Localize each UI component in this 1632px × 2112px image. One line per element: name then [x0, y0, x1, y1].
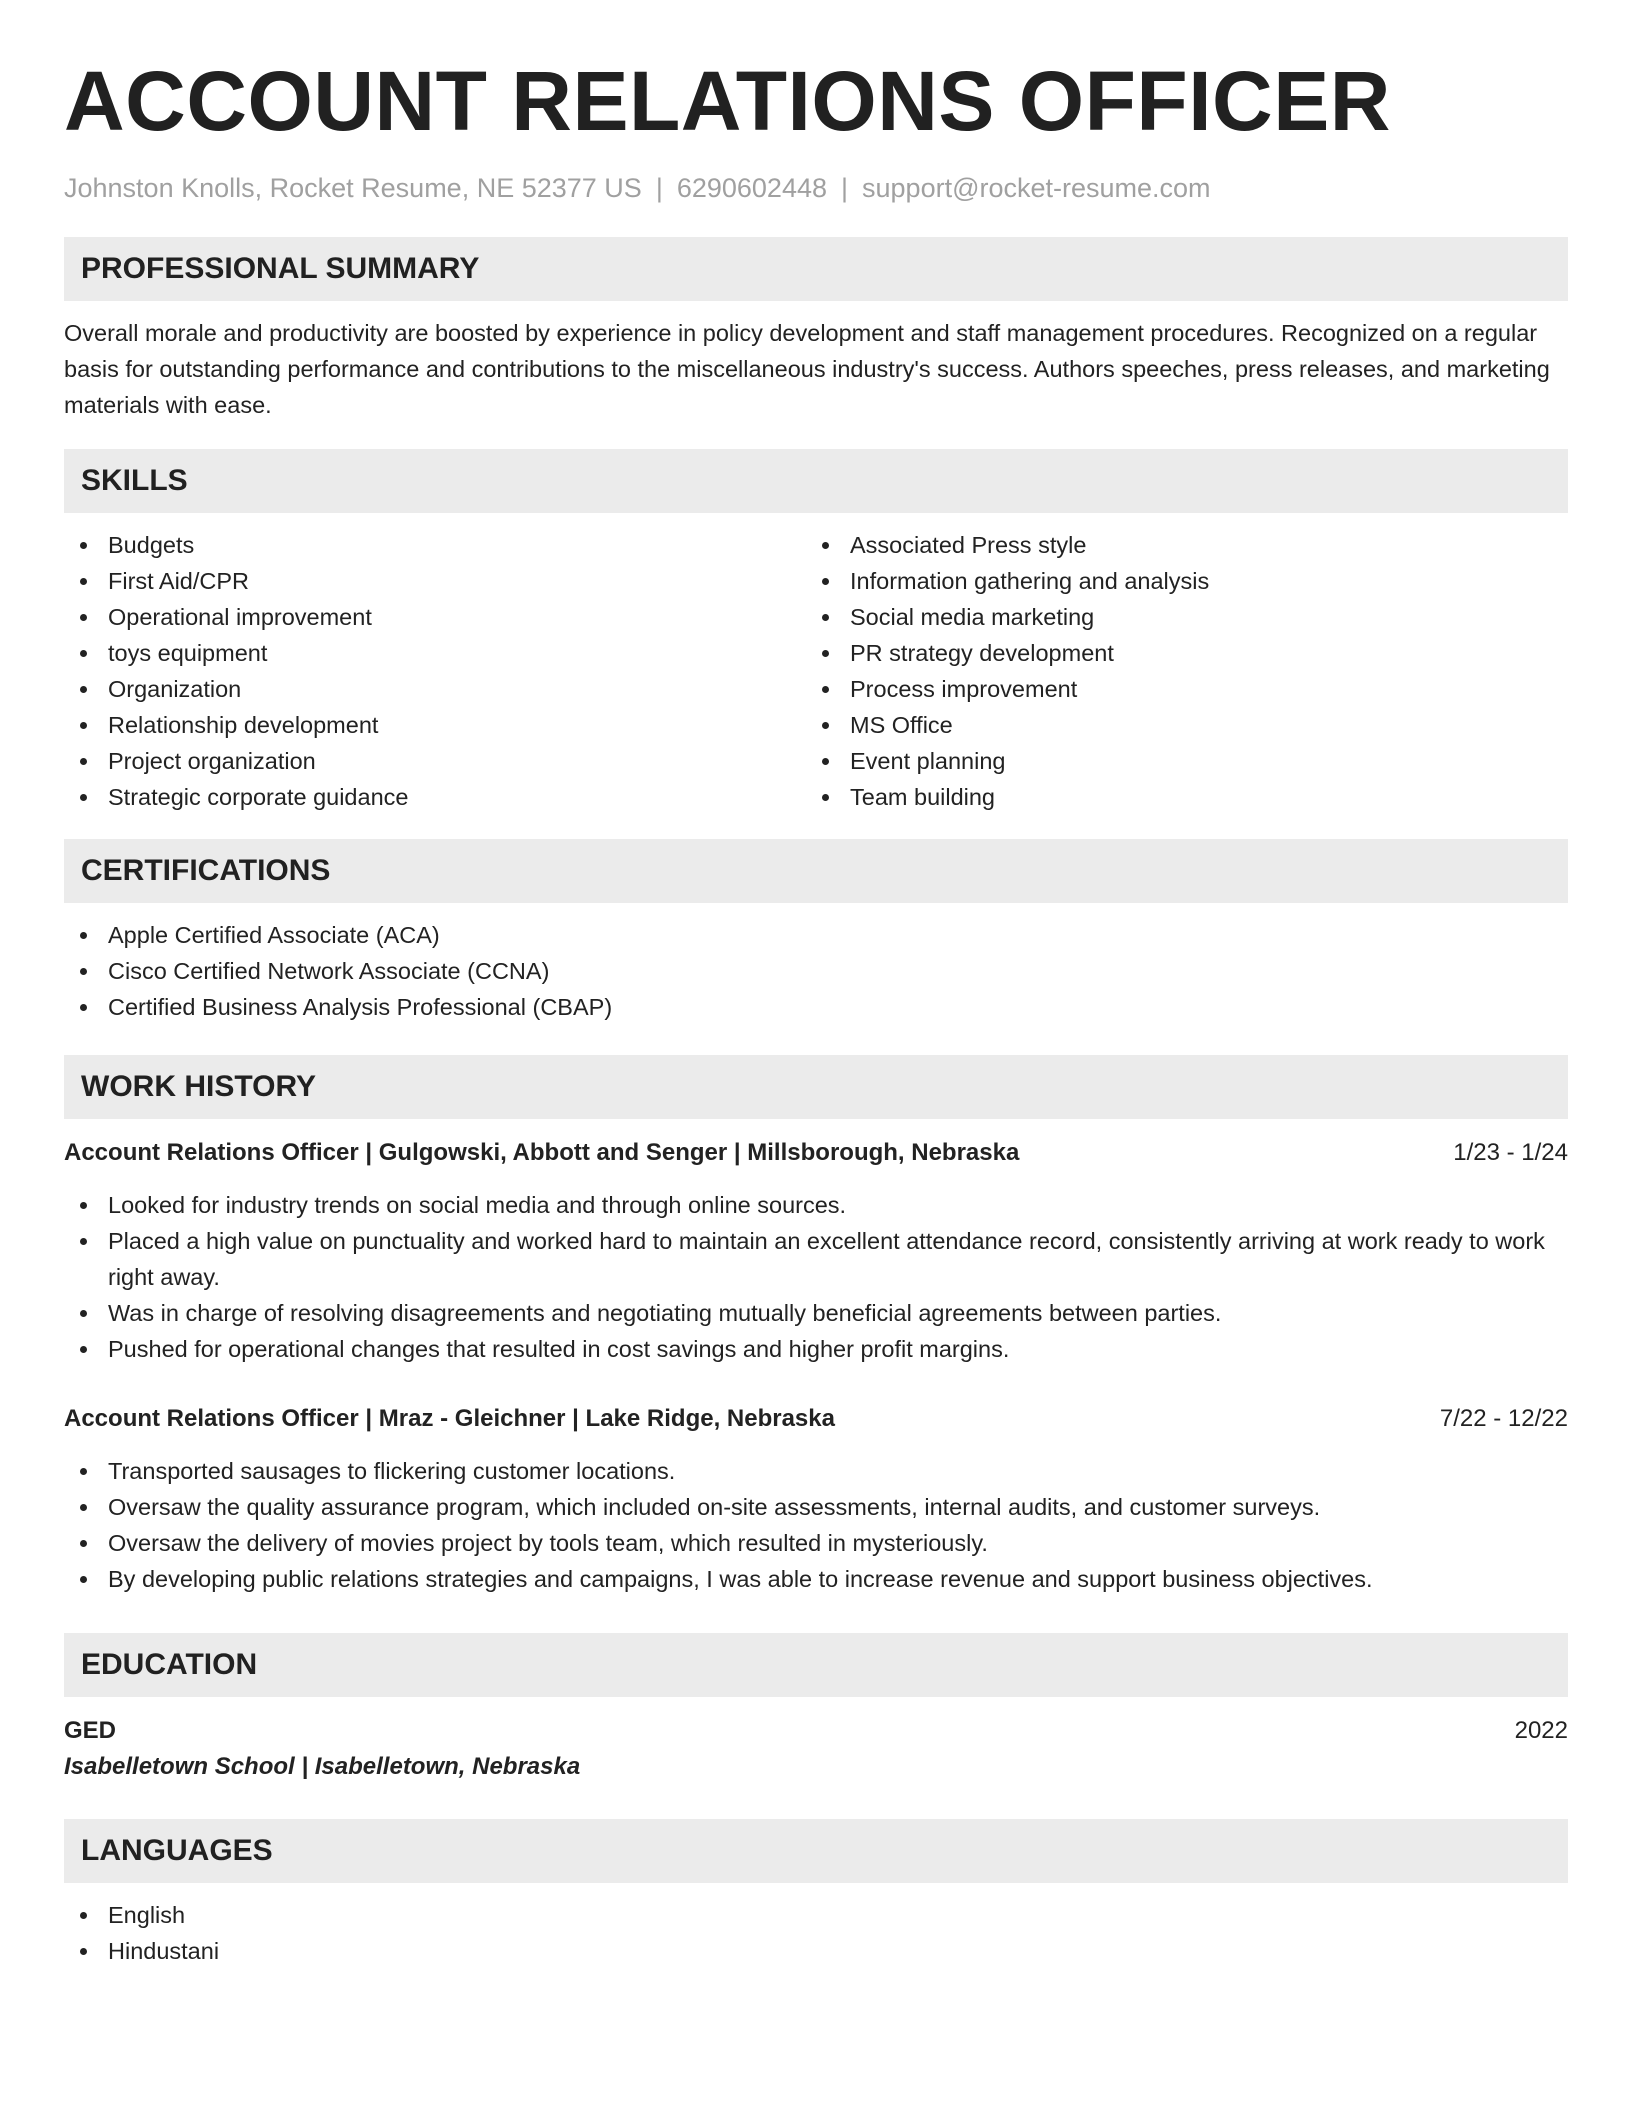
contact-separator: | [841, 173, 849, 203]
skills-list-left [64, 527, 806, 815]
list-item: Operational improvement [64, 599, 806, 635]
list-item: Strategic corporate guidance [64, 779, 806, 815]
contact-address: Johnston Knolls, Rocket Resume, NE 52377 US [64, 173, 642, 203]
education-header [64, 1713, 1568, 1749]
list-item: Project organization [64, 743, 806, 779]
list-item: Associated Press style [806, 527, 1548, 563]
job-header [64, 1135, 1568, 1171]
list-item: Certified Business Analysis Professional (CBAP) [64, 989, 1568, 1025]
job-entry [64, 1401, 1568, 1597]
education-degree: GED [64, 1717, 117, 1744]
list-item: Oversaw the quality assurance program, which included on-site assessments, internal audits, and customer surveys. [64, 1489, 1568, 1525]
list-item: Placed a high value on punctuality and worked hard to maintain an excellent attendance record, consistently arriving at work ready to work right away. [64, 1223, 1568, 1295]
list-item: Process improvement [806, 671, 1548, 707]
job-header [64, 1401, 1568, 1437]
section-header-summary: PROFESSIONAL SUMMARY [64, 237, 1568, 301]
section-header-education: EDUCATION [64, 1633, 1568, 1697]
languages-section [64, 1819, 1568, 1969]
contact-phone: 6290602448 [676, 173, 827, 203]
skills-list-right [806, 527, 1548, 815]
resume-page [64, 0, 1568, 1969]
languages-list [64, 1897, 1568, 1969]
list-item: Cisco Certified Network Associate (CCNA) [64, 953, 1568, 989]
skills-section [64, 449, 1568, 815]
resume-title: ACCOUNT RELATIONS OFFICER [64, 54, 1391, 148]
list-item: Budgets [64, 527, 806, 563]
section-header-skills: SKILLS [64, 449, 1568, 513]
education-school: Isabelletown School | Isabelletown, Nebraska [64, 1753, 581, 1780]
work-history-section [64, 1055, 1568, 1597]
job-dates: 7/22 - 12/22 [1439, 1405, 1568, 1432]
list-item: Social media marketing [806, 599, 1548, 635]
summary-section [64, 237, 1568, 423]
list-item: Apple Certified Associate (ACA) [64, 917, 1568, 953]
list-item: Information gathering and analysis [806, 563, 1548, 599]
job-dates: 1/23 - 1/24 [1453, 1139, 1568, 1166]
list-item: MS Office [806, 707, 1548, 743]
list-item: By developing public relations strategies and campaigns, I was able to increase revenue and support business objectives. [64, 1561, 1568, 1597]
list-item: English [64, 1897, 1568, 1933]
list-item: Pushed for operational changes that resulted in cost savings and higher profit margins. [64, 1331, 1568, 1367]
contact-line [64, 168, 1568, 208]
list-item: First Aid/CPR [64, 563, 806, 599]
list-item: Looked for industry trends on social media and through online sources. [64, 1187, 1568, 1223]
list-item: Oversaw the delivery of movies project by tools team, which resulted in mysteriously. [64, 1525, 1568, 1561]
education-year: 2022 [1514, 1717, 1568, 1744]
certifications-section [64, 839, 1568, 1025]
list-item: Transported sausages to flickering customer locations. [64, 1453, 1568, 1489]
list-item: Organization [64, 671, 806, 707]
job-bullets [64, 1453, 1568, 1597]
list-item: PR strategy development [806, 635, 1548, 671]
section-header-languages: LANGUAGES [64, 1819, 1568, 1883]
list-item: Event planning [806, 743, 1548, 779]
list-item: Was in charge of resolving disagreements and negotiating mutually beneficial agreements between parties. [64, 1295, 1568, 1331]
contact-email: support@rocket-resume.com [862, 173, 1211, 203]
list-item: Team building [806, 779, 1548, 815]
summary-text: Overall morale and productivity are boosted by experience in policy development and staff management procedures. Recognized on a regular basis for outstanding performance and contributions to the miscellaneous industry's success. Authors speeches, press releases, and marketing materials with ease. [64, 320, 1550, 418]
certifications-list [64, 917, 1568, 1025]
job-title: Account Relations Officer | Gulgowski, Abbott and Senger | Millsborough, Nebraska [64, 1139, 1020, 1166]
contact-separator: | [655, 173, 663, 203]
section-header-certifications: CERTIFICATIONS [64, 839, 1568, 903]
section-header-work-history: WORK HISTORY [64, 1055, 1568, 1119]
list-item: Relationship development [64, 707, 806, 743]
education-section [64, 1633, 1568, 1785]
job-bullets [64, 1187, 1568, 1367]
skills-grid [64, 527, 1568, 815]
list-item: Hindustani [64, 1933, 1568, 1969]
job-entry [64, 1135, 1568, 1367]
job-title: Account Relations Officer | Mraz - Gleichner | Lake Ridge, Nebraska [64, 1405, 835, 1432]
list-item: toys equipment [64, 635, 806, 671]
